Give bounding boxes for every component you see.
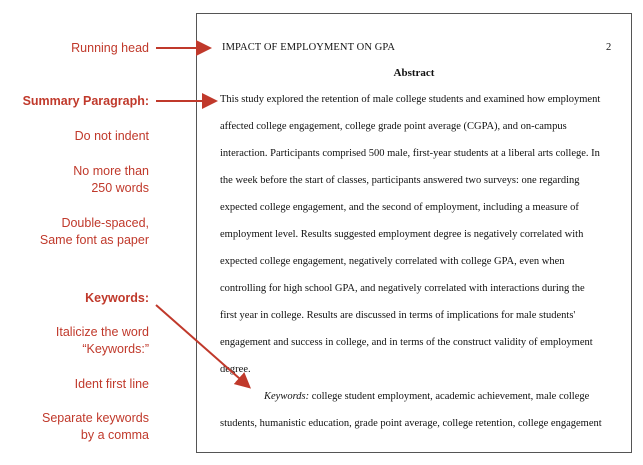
abstract-line: engagement and success in college, and in terms of the construct validity of employment xyxy=(220,337,593,348)
annotation-spacing-1: Double-spaced, xyxy=(61,216,149,230)
abstract-line: This study explored the retention of male college students and examined how employment xyxy=(220,94,601,105)
abstract-line: interaction. Participants comprised 500 male, first-year students at a liberal arts college. In xyxy=(220,148,600,159)
running-head-text: IMPACT OF EMPLOYMENT ON GPA xyxy=(222,42,396,53)
abstract-title: Abstract xyxy=(393,67,435,79)
abstract-line: affected college engagement, college grade point average (CGPA), and on-campus xyxy=(220,121,567,132)
abstract-line: first year in college. Results are discussed in terms of implications for male students' xyxy=(220,310,576,321)
keywords-list-part-1: college student employment, academic achievement, male college xyxy=(309,391,590,402)
annotation-word-limit-1: No more than xyxy=(73,164,149,178)
annotation-separate-keywords-2: by a comma xyxy=(80,428,149,442)
abstract-line: degree. xyxy=(220,364,251,375)
abstract-line: the week before the start of classes, participants answered two surveys: one regarding xyxy=(220,175,580,186)
annotation-italicize-1: Italicize the word xyxy=(55,325,149,339)
abstract-line: expected college engagement, negatively correlated with college GPA, even when xyxy=(220,256,565,267)
abstract-line: expected college engagement, and the second of employment, including a measure of xyxy=(220,202,579,213)
arrow-keywords xyxy=(156,305,248,386)
annotation-spacing-2: Same font as paper xyxy=(39,233,149,247)
annotation-summary-paragraph: Summary Paragraph: xyxy=(22,94,149,108)
annotation-keywords-heading: Keywords: xyxy=(85,291,149,305)
keywords-label: Keywords: xyxy=(264,391,310,402)
annotation-do-not-indent: Do not indent xyxy=(74,129,149,143)
annotation-separate-keywords-1: Separate keywords xyxy=(41,411,149,425)
annotation-running-head: Running head xyxy=(71,41,149,55)
annotation-word-limit-2: 250 words xyxy=(91,181,149,195)
annotation-italicize-2: “Keywords:” xyxy=(82,342,149,356)
keywords-line-2: students, humanistic education, grade point average, college retention, college engagement xyxy=(220,418,602,429)
page-number: 2 xyxy=(606,42,612,53)
abstract-line: employment level. Results suggested employment degree is negatively correlated with xyxy=(220,229,584,240)
annotation-indent-first-line: Ident first line xyxy=(74,377,149,391)
abstract-line: controlling for high school GPA, and negatively correlated with interactions during the xyxy=(220,283,585,294)
